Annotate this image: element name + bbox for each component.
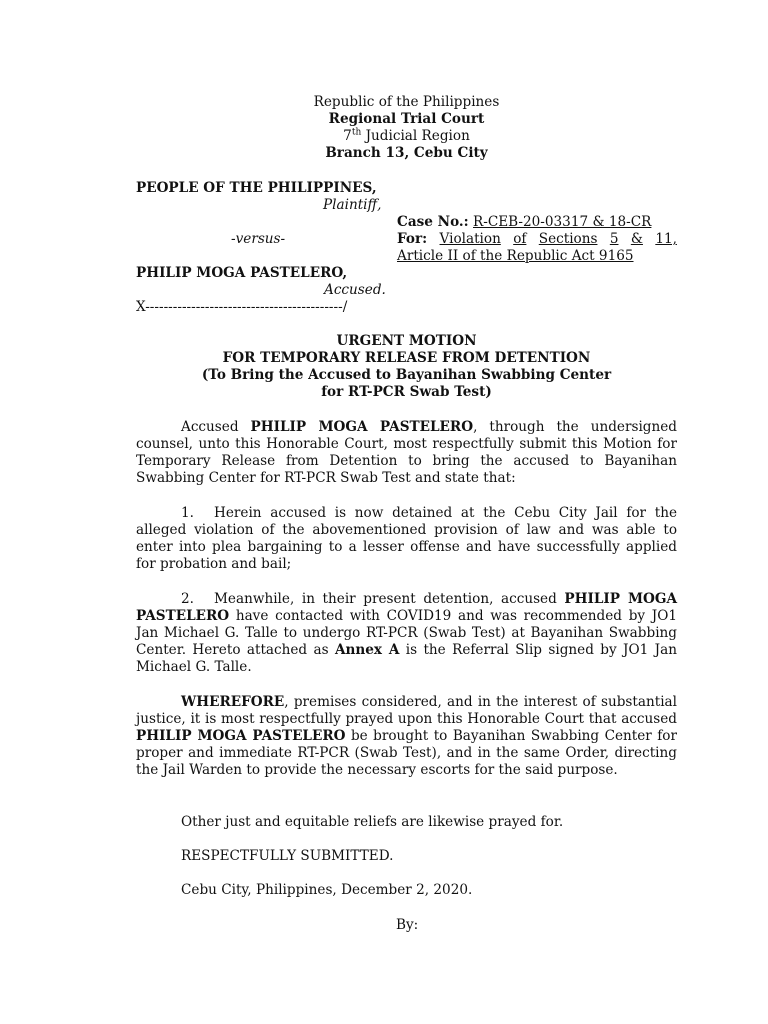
charge-line-2: Article II of the Republic Act 9165 xyxy=(397,248,634,264)
case-number xyxy=(397,214,651,231)
accused-name: PHILIP MOGA PASTELERO, xyxy=(136,265,348,281)
motion-purpose-1: (To Bring the Accused to Bayanihan Swabbing Center xyxy=(201,367,612,383)
charge-for-line: For: Violation of Sections 5 & 11, xyxy=(397,231,677,247)
numbered-item-1: 1. Herein accused is now detained at the Cebu City Jail for the alleged violation of the abovementioned provision of law and was able to enter into plea bargaining to a lesser offense and have successfully applied for probation and bail; xyxy=(136,505,677,572)
versus-label: -versus- xyxy=(231,231,286,247)
plaintiff-name: PEOPLE OF THE PHILIPPINES, xyxy=(136,180,377,196)
place-and-date: Cebu City, Philippines, December 2, 2020. xyxy=(181,882,473,898)
intro-paragraph: Accused PHILIP MOGA PASTELERO, through the undersigned counsel, unto this Honorable Court, most respectfully submit this Motion for Temporary Release from Detention to bring the accused to Bayanihan Swabbing Center for RT-PCR Swab Test and state that: xyxy=(136,419,677,486)
motion-title: URGENT MOTION xyxy=(336,333,477,349)
motion-subtitle: FOR TEMPORARY RELEASE FROM DETENTION xyxy=(222,350,591,366)
case-no-label: Case No.: xyxy=(397,214,469,230)
accused-role: Accused. xyxy=(324,282,386,298)
plaintiff-role: Plaintiff, xyxy=(323,197,382,213)
branch-line: Branch 13, Cebu City xyxy=(325,145,488,161)
republic-line: Republic of the Philippines xyxy=(313,94,500,110)
by-label: By: xyxy=(396,917,419,933)
respectfully-submitted: RESPECTFULLY SUBMITTED. xyxy=(181,848,394,864)
wherefore-paragraph: WHEREFORE, premises considered, and in the interest of substantial justice, it is most respectfully prayed upon this Honorable Court that accused PHILIP MOGA PASTELERO be brought to Bayanihan Swabbing Center for proper and immediate RT-PCR (Swab Test), and in the same Order, directing the Jail Warden to provide the necessary escorts for the said purpose. xyxy=(136,694,677,778)
other-reliefs: Other just and equitable reliefs are likewise prayed for. xyxy=(181,814,564,830)
for-label: For: xyxy=(397,231,428,247)
numbered-item-2: 2. Meanwhile, in their present detention, accused PHILIP MOGA PASTELERO have contacted with COVID19 and was recommended by JO1 Jan Michael G. Talle to undergo RT-PCR (Swab Test) at Bayanihan Swabbing Center. Hereto attached as Annex A is the Referral Slip signed by JO1 Jan Michael G. Talle. xyxy=(136,591,677,675)
caption-separator: X-------------------------------------------/ xyxy=(136,299,348,315)
court-name: Regional Trial Court xyxy=(328,111,485,127)
judicial-region: 7th Judicial Region xyxy=(343,127,470,144)
case-no-value: R-CEB-20-03317 & 18-CR xyxy=(473,214,652,230)
motion-purpose-2: for RT-PCR Swab Test) xyxy=(321,384,492,400)
